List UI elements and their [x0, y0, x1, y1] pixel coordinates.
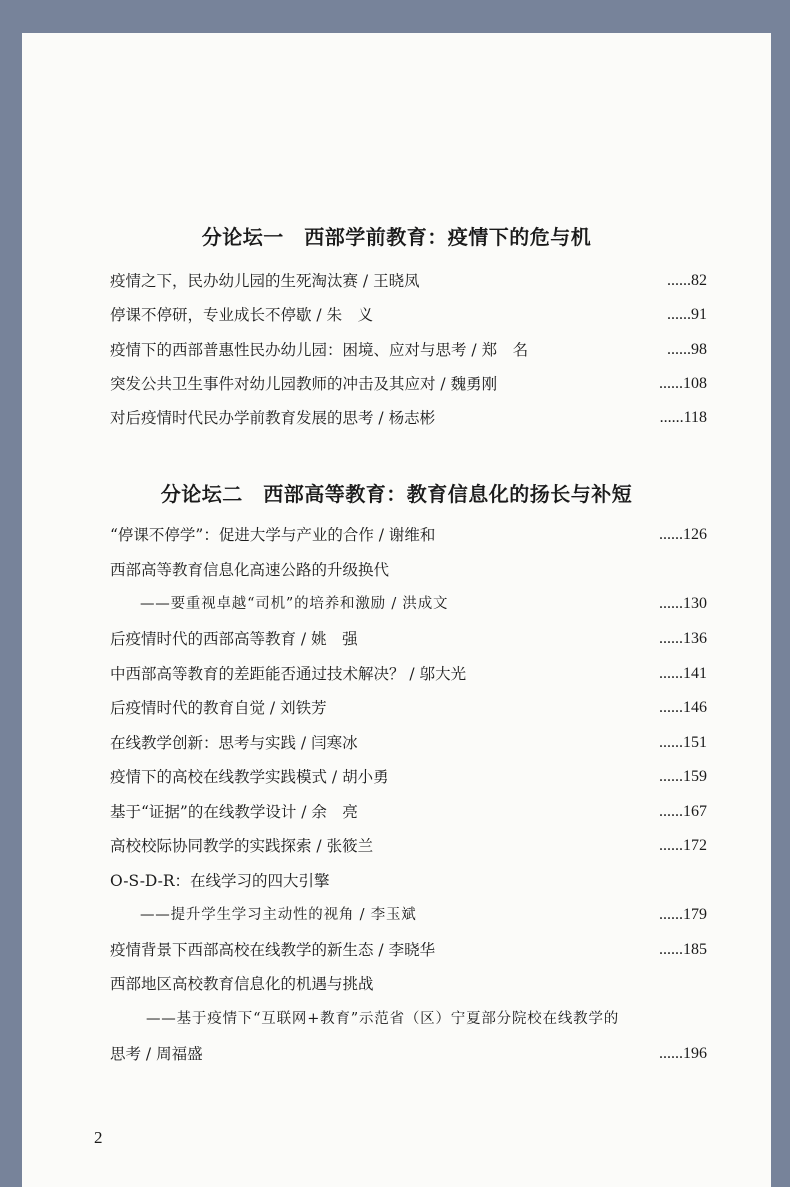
toc-entry [110, 659, 707, 689]
section-title-1: 分论坛一 西部学前教育：疫情下的危与机 [201, 225, 592, 249]
toc-entry-page: ......91 [667, 306, 707, 323]
toc-entry-page: ......159 [659, 768, 707, 785]
toc-entry-page: ......196 [659, 1045, 707, 1062]
toc-entry-title: 在线教学创新：思考与实践 / 闫寒冰 [110, 734, 358, 752]
toc-entry-page: ......130 [659, 595, 707, 612]
toc-entry-page: ......167 [659, 803, 707, 820]
toc-entry-title: 基于“证据”的在线教学设计 / 余 亮 [110, 803, 358, 821]
toc-entry [110, 369, 707, 399]
toc-entry-subtitle [110, 900, 707, 930]
toc-entry-title: “停课不停学”：促进大学与产业的合作 / 谢维和 [110, 526, 436, 544]
toc-entry-page: ......126 [659, 526, 707, 543]
section-title-2: 分论坛二 西部高等教育：教育信息化的扬长与补短 [160, 482, 633, 506]
toc-entry-subtitle [110, 589, 707, 619]
toc-entry [110, 762, 707, 792]
toc-entry-title: 高校校际协同教学的实践探索 / 张筱兰 [110, 837, 374, 855]
toc-entry [110, 693, 707, 723]
toc-entry [110, 969, 707, 999]
toc-entry-page: ......136 [659, 630, 707, 647]
toc-entry-page: ......146 [659, 699, 707, 716]
toc-entry-subtitle [110, 1004, 707, 1034]
toc-entry-page: ......141 [659, 665, 707, 682]
toc-entry-page: ......151 [659, 734, 707, 751]
toc-entry-page: ......185 [659, 941, 707, 958]
toc-entry-page: ......172 [659, 837, 707, 854]
toc-entry-title: 思考 / 周福盛 [110, 1045, 203, 1063]
toc-entry-title: 疫情背景下西部高校在线教学的新生态 / 李晓华 [110, 941, 436, 959]
page-number: 2 [94, 1128, 103, 1147]
toc-entry-title: 中西部高等教育的差距能否通过技术解决？ / 邬大光 [110, 665, 467, 683]
toc-entry [110, 520, 707, 550]
toc-entry [110, 935, 707, 965]
toc-entry [110, 1039, 707, 1069]
toc-entry-page: ......179 [659, 906, 707, 923]
toc-entry-title: 后疫情时代的教育自觉 / 刘铁芳 [110, 699, 327, 717]
toc-entry-title: 对后疫情时代民办学前教育发展的思考 / 杨志彬 [110, 409, 436, 427]
toc-entry-page: ......118 [659, 409, 707, 426]
toc-entry [110, 403, 707, 433]
toc-entry-title: ——基于疫情下“互联网+教育”示范省（区）宁夏部分院校在线教学的 [146, 1011, 620, 1027]
toc-entry [110, 797, 707, 827]
toc-entry [110, 866, 707, 896]
toc-entry [110, 300, 707, 330]
toc-entry-page: ......98 [667, 341, 707, 358]
book-page [22, 33, 771, 1187]
toc-entry-title: 疫情之下，民办幼儿园的生死淘汰赛 / 王晓凤 [110, 272, 420, 290]
toc-entry-title: 西部高等教育信息化高速公路的升级换代 [110, 561, 390, 579]
toc-entry-title: O-S-D-R：在线学习的四大引擎 [110, 872, 330, 890]
toc-entry-title: 后疫情时代的西部高等教育 / 姚 强 [110, 630, 358, 648]
toc-entry-title: 突发公共卫生事件对幼儿园教师的冲击及其应对 / 魏勇刚 [110, 375, 498, 393]
toc-entry [110, 335, 707, 365]
toc-entry-page: ......108 [659, 375, 707, 392]
toc-entry [110, 624, 707, 654]
toc-entry [110, 728, 707, 758]
toc-entry [110, 831, 707, 861]
toc-entry-title: 疫情下的西部普惠性民办幼儿园：困境、应对与思考 / 郑 名 [110, 341, 529, 359]
toc-entry [110, 266, 707, 296]
toc-entry [110, 555, 707, 585]
toc-entry-page: ......82 [667, 272, 707, 289]
toc-entry-title: 疫情下的高校在线教学实践模式 / 胡小勇 [110, 768, 389, 786]
toc-entry-title: 停课不停研，专业成长不停歇 / 朱 义 [110, 306, 374, 324]
toc-entry-title: ——提升学生学习主动性的视角 / 李玉斌 [140, 907, 417, 923]
toc-entry-title: 西部地区高校教育信息化的机遇与挑战 [110, 975, 374, 993]
toc-entry-title: ——要重视卓越“司机”的培养和激励 / 洪成文 [140, 596, 449, 612]
